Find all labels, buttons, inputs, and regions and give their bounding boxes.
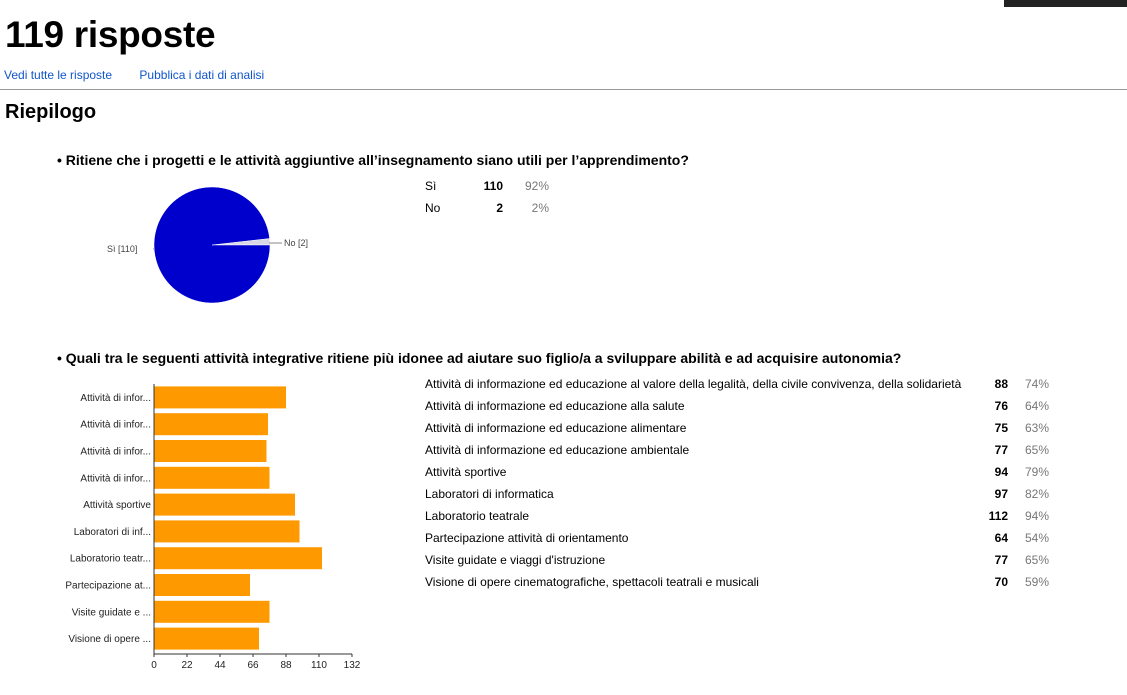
summary-count: 97 (994, 487, 1008, 501)
summary-pct: 92% (524, 179, 549, 193)
category-label: Attività di infor... (80, 446, 151, 458)
top-bar (1004, 0, 1127, 7)
bar (154, 494, 295, 516)
bar (154, 628, 259, 650)
summary-label: Laboratori di informatica (425, 487, 554, 501)
x-tick-label: 66 (247, 660, 259, 671)
bar (154, 574, 250, 596)
summary-pct: 63% (1024, 421, 1049, 435)
summary-label: Visite guidate e viaggi d'istruzione (425, 553, 606, 567)
bar (154, 386, 286, 408)
summary-pct: 54% (1024, 531, 1049, 545)
summary-row (425, 395, 1049, 417)
bar (154, 601, 270, 623)
category-label: Attività di infor... (80, 392, 151, 404)
x-tick-label: 110 (311, 660, 327, 671)
summary-label: Laboratorio teatrale (425, 509, 530, 523)
bar-chart (0, 380, 400, 672)
x-tick-label: 132 (343, 660, 361, 671)
question-1-summary (425, 175, 549, 219)
summary-count: 77 (994, 443, 1008, 457)
page-title: 119 risposte (5, 14, 216, 55)
pie-slice-label: Sì [110] (107, 244, 138, 254)
pie-chart (95, 178, 335, 313)
bar (154, 467, 270, 489)
summary-pct: 2% (531, 201, 549, 215)
bar (154, 413, 268, 435)
summary-label: Attività di informazione ed educazione al valore della legalità, della civile convivenza, della solidarietà (425, 377, 962, 391)
category-label: Attività di infor... (80, 419, 151, 431)
category-label: Partecipazione at... (65, 580, 151, 592)
summary-pct: 79% (1024, 465, 1049, 479)
header-links (4, 68, 288, 82)
category-label: Laboratori di inf... (73, 526, 151, 538)
publish-analytics-link[interactable]: Pubblica i dati di analisi (139, 68, 265, 82)
bar (154, 440, 267, 462)
summary-row (425, 373, 1049, 395)
summary-count: 2 (496, 201, 503, 215)
section-title: Riepilogo (5, 101, 97, 123)
summary-count: 75 (994, 421, 1008, 435)
question-2-title: • Quali tra le seguenti attività integrative ritiene più idonee ad aiutare suo figlio/a a sviluppare abilità e ad acquisire autonomia? (57, 350, 902, 366)
summary-label: Sì (425, 179, 437, 193)
summary-count: 77 (994, 553, 1008, 567)
summary-row (425, 505, 1049, 527)
category-label: Visione di opere ... (68, 634, 151, 646)
summary-count: 70 (994, 575, 1008, 589)
summary-label: Visione di opere cinematografiche, spettacoli teatrali e musicali (425, 575, 759, 589)
summary-label: Attività di informazione ed educazione alla salute (425, 399, 685, 413)
summary-label: Attività di informazione ed educazione ambientale (425, 443, 690, 457)
summary-row (425, 483, 1049, 505)
summary-pct: 74% (1024, 377, 1049, 391)
summary-pct: 94% (1024, 509, 1049, 523)
question-1-title: • Ritiene che i progetti e le attività aggiuntive all’insegnamento siano utili per l’apprendimento? (57, 152, 689, 168)
summary-label: No (425, 201, 441, 215)
category-label: Laboratorio teatr... (69, 553, 151, 565)
question-2-summary (425, 373, 1049, 593)
summary-count: 76 (994, 399, 1008, 413)
category-label: Visite guidate e ... (71, 607, 151, 619)
summary-row (425, 439, 1049, 461)
summary-row (425, 417, 1049, 439)
divider (0, 89, 1127, 90)
summary-pct: 65% (1024, 553, 1049, 567)
category-label: Attività sportive (83, 500, 151, 512)
summary-row (425, 197, 549, 219)
summary-pct: 59% (1024, 575, 1049, 589)
summary-pct: 65% (1024, 443, 1049, 457)
summary-label: Attività di informazione ed educazione alimentare (425, 421, 687, 435)
x-tick-label: 0 (151, 660, 157, 671)
summary-row (425, 461, 1049, 483)
pie-slice (154, 187, 270, 303)
summary-label: Partecipazione attività di orientamento (425, 531, 629, 545)
summary-count: 88 (994, 377, 1008, 391)
summary-pct: 82% (1024, 487, 1049, 501)
summary-count: 64 (994, 531, 1008, 545)
x-tick-label: 88 (280, 660, 292, 671)
summary-row (425, 527, 1049, 549)
bar (154, 547, 322, 569)
summary-count: 110 (483, 179, 503, 193)
summary-pct: 64% (1024, 399, 1049, 413)
bar (154, 520, 300, 542)
summary-row (425, 175, 549, 197)
pie-slice-label: No [2] (284, 238, 309, 248)
category-label: Attività di infor... (80, 473, 151, 485)
summary-row (425, 571, 1049, 593)
x-tick-label: 22 (181, 660, 193, 671)
summary-count: 112 (988, 509, 1008, 523)
view-all-responses-link[interactable]: Vedi tutte le risposte (4, 68, 113, 82)
summary-row (425, 549, 1049, 571)
summary-label: Attività sportive (425, 465, 507, 479)
x-tick-label: 44 (214, 660, 226, 671)
summary-count: 94 (994, 465, 1008, 479)
